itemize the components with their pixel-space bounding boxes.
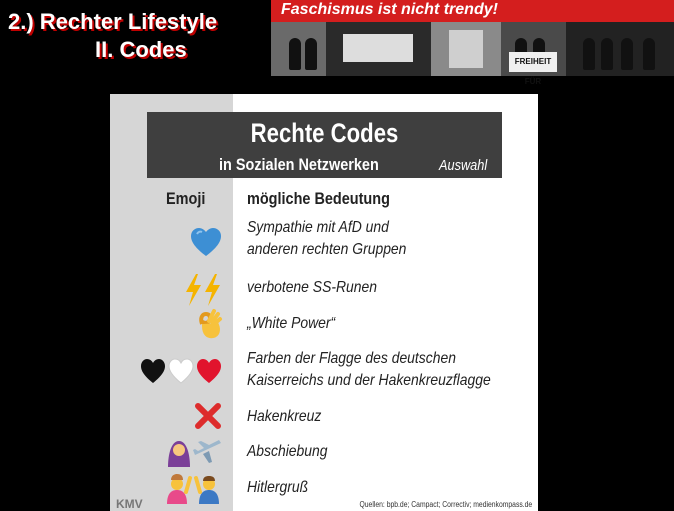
lightning-icon (184, 274, 222, 306)
woman-airplane-icon (165, 437, 222, 467)
person-figure (601, 38, 613, 70)
meaning-line: Hitlergruß (247, 479, 309, 496)
card-title: Rechte Codes (250, 118, 399, 148)
column-header-meaning: mögliche Bedeutung (247, 189, 390, 208)
meaning-line: Hakenkreuz (247, 408, 322, 425)
meaning-line: anderen rechten Gruppen (247, 241, 407, 258)
person-figure (583, 38, 595, 70)
column-header-emoji: Emoji (166, 189, 206, 208)
codes-card (110, 94, 538, 511)
banner-sign (449, 30, 483, 68)
slide-title-line1: 2.) Rechter Lifestyle (8, 9, 218, 34)
slide-title-line2: II. Codes (95, 37, 187, 62)
source-note: Quellen: bpb.de; Campact; Correctiv; medienkompass.de (359, 500, 532, 509)
person-figure (305, 38, 317, 70)
meaning-line: „White Power“ (247, 315, 336, 332)
person-figure (643, 38, 655, 70)
meaning-line: Abschiebung (247, 443, 328, 460)
meaning-line: Sympathie mit AfD und (247, 219, 389, 236)
hearts-black-white-red-icon (140, 358, 222, 384)
ok-hand-icon (196, 308, 222, 338)
person-figure (289, 38, 301, 70)
meaning-line: Farben der Flagge des deutschen (247, 350, 456, 367)
card-header (147, 112, 502, 178)
card-subtitle: in Sozialen Netzwerken (219, 155, 379, 174)
blue-heart-icon (190, 227, 222, 257)
banner-text: Faschismus ist nicht trendy! (281, 1, 498, 18)
person-figure (621, 38, 633, 70)
card-tag: Auswahl (439, 157, 488, 174)
red-cross-icon (194, 402, 222, 430)
meaning-line: Kaiserreichs und der Hakenkreuzflagge (247, 372, 491, 389)
banner-image (271, 0, 674, 86)
slide-title (8, 8, 217, 64)
meaning-line: verbotene SS-Runen (247, 279, 378, 296)
banner-sign (343, 34, 413, 62)
raising-hand-icon (165, 472, 222, 504)
banner-sign-text: FREIHEIT FÜR (509, 52, 557, 72)
logo: KMV (116, 497, 143, 511)
